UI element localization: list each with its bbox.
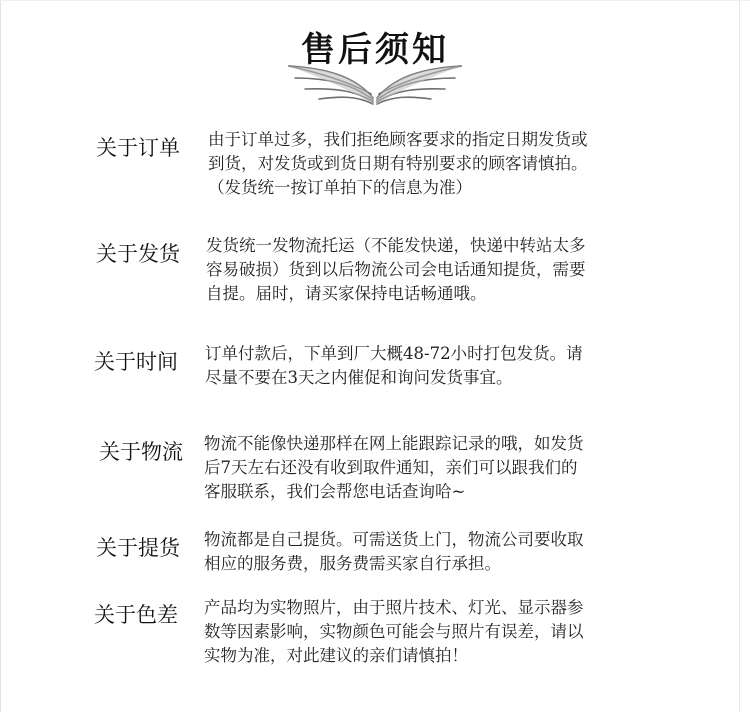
content-line: 订单付款后，下单到厂大概48-72小时打包发货。请 — [205, 344, 583, 363]
section-content — [208, 128, 678, 200]
content-line: 物流不能像快递那样在网上能跟踪记录的哦，如发货 — [204, 434, 584, 453]
section-content — [204, 432, 674, 504]
section-content — [204, 528, 674, 576]
content-line: 数等因素影响，实物颜色可能会与照片有误差，请以 — [204, 622, 584, 641]
content-line: 实物为准，对此建议的亲们请慎拍！ — [204, 646, 468, 665]
section-content — [206, 234, 676, 306]
section-label: 关于提货 — [96, 536, 180, 560]
frame-border-left — [0, 0, 1, 712]
content-line: 到货，对发货或到货日期有特别要求的顾客请慎拍。 — [208, 154, 588, 173]
content-line: 发货统一发物流托运（不能发快递，快递中转站太多 — [206, 236, 586, 255]
page-title: 售后须知 — [301, 30, 449, 70]
content-line: 容易破损）货到以后物流公司会电话通知提货，需要 — [206, 260, 586, 279]
frame-border-top — [0, 0, 750, 1]
frame-border-right — [739, 0, 740, 712]
section-content — [204, 596, 674, 668]
page-header — [255, 10, 495, 110]
content-line: （发货统一按订单拍下的信息为准） — [208, 178, 472, 197]
content-line: 尽量不要在3天之内催促和询问发货事宜。 — [205, 368, 513, 387]
content-line: 相应的服务费，服务费需买家自行承担。 — [204, 554, 501, 573]
content-line: 自提。届时，请买家保持电话畅通哦。 — [206, 284, 487, 303]
content-line: 产品均为实物照片，由于照片技术、灯光、显示器参 — [204, 598, 584, 617]
section-label: 关于发货 — [96, 242, 180, 266]
section-content — [205, 342, 675, 390]
section-label: 关于时间 — [94, 350, 178, 374]
wings-icon — [285, 58, 465, 108]
content-line: 后7天左右还没有收到取件通知，亲们可以跟我们的 — [204, 458, 578, 477]
content-line: 由于订单过多，我们拒绝顾客要求的指定日期发货或 — [208, 130, 588, 149]
content-line: 物流都是自己提货。可需送货上门，物流公司要收取 — [204, 530, 584, 549]
section-label: 关于色差 — [94, 603, 178, 627]
section-label: 关于订单 — [96, 136, 180, 160]
section-label: 关于物流 — [99, 440, 183, 464]
content-line: 客服联系，我们会帮您电话查询哈~ — [204, 482, 466, 501]
